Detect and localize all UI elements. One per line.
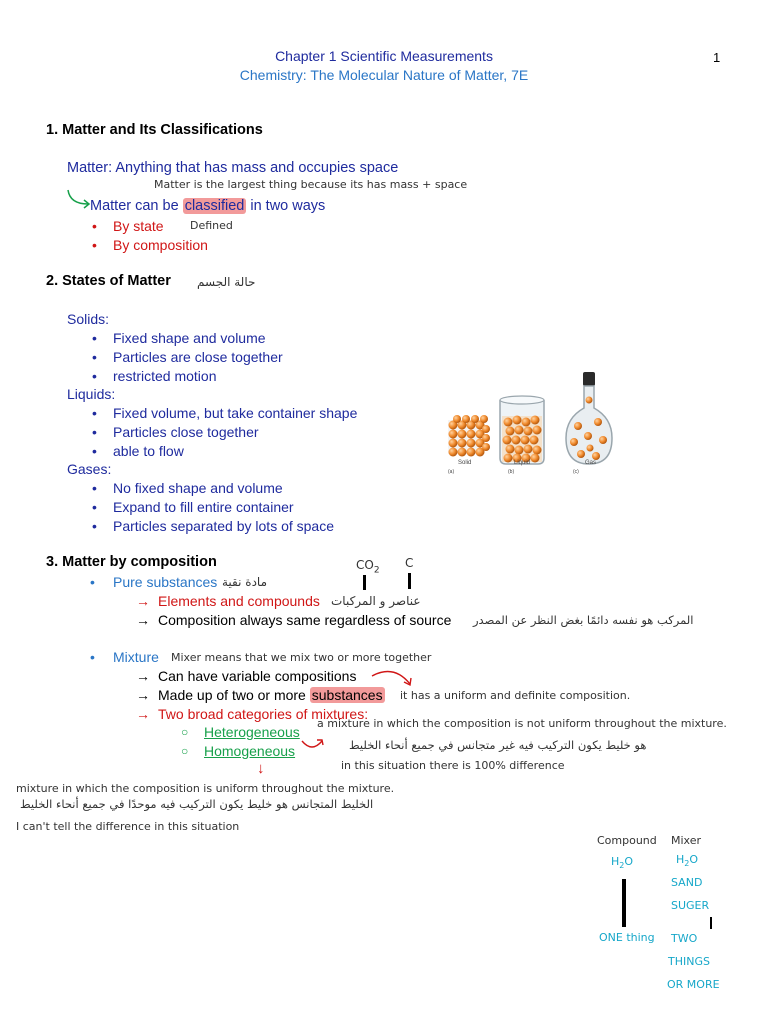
mixer-label: Mixer — [671, 834, 702, 847]
figure-label-solid: Solid — [458, 460, 472, 466]
mixture-note: Mixer means that we mix two or more together — [171, 651, 432, 664]
composition-same: Composition always same regardless of source — [158, 612, 452, 628]
circle-bullet: ○ — [181, 725, 189, 739]
figure-label-liquid: Liquid — [514, 460, 531, 466]
cant-tell-note: I can't tell the difference in this situation — [16, 820, 240, 833]
bullet: • — [92, 424, 97, 440]
gases-heading: Gases: — [67, 461, 112, 477]
compound-bar — [622, 879, 626, 927]
chapter-title: Chapter 1 Scientific Measurements — [275, 48, 493, 64]
bullet: • — [92, 499, 97, 515]
solid-item: Particles are close together — [113, 349, 283, 365]
liquid-item: able to flow — [113, 443, 184, 459]
elements-compounds: Elements and compounds — [158, 593, 320, 609]
marker-bar — [363, 575, 366, 590]
page-number: 1 — [713, 50, 721, 65]
made-up-line: Made up of two or more substances — [158, 687, 383, 703]
composition-arabic: المركب هو نفسه دائمًا بغض النظر عن المصدر — [473, 613, 694, 627]
homo-arabic: الخليط المتجانس هو خليط يكون التركيب فيه موحدًا في جميع أنحاء الخليط — [20, 797, 374, 811]
solid-item: Fixed shape and volume — [113, 330, 266, 346]
substances-highlight: substances — [311, 687, 383, 703]
classified-highlight: classified — [184, 198, 245, 214]
figure-label-gas: Gas — [585, 460, 597, 466]
one-thing-label: ONE thing — [599, 931, 655, 944]
down-arrow-icon: ↓ — [257, 760, 265, 777]
arrow: → — [136, 593, 150, 609]
bullet: • — [92, 237, 97, 253]
liquid-item: Fixed volume, but take container shape — [113, 405, 358, 421]
book-title: Chemistry: The Molecular Nature of Matter, 7E — [239, 67, 529, 83]
variable-compositions: Can have variable compositions — [158, 668, 357, 684]
arrow: → — [136, 687, 150, 703]
pure-substances: Pure substances — [113, 574, 218, 590]
liquid-item: Particles close together — [113, 424, 259, 440]
solids-heading: Solids: — [67, 311, 110, 327]
uniform-note: it has a uniform and definite composition. — [400, 689, 631, 702]
note-largest: Matter is the largest thing because its has mass + space — [154, 178, 468, 191]
liquid-beaker — [500, 396, 544, 464]
arrow: → — [136, 706, 150, 722]
bullet: • — [90, 649, 95, 665]
bullet: • — [90, 574, 95, 590]
by-state: By state — [113, 218, 164, 234]
figure-sub-b: (b) — [508, 469, 515, 475]
red-hook-arrow-icon — [298, 733, 328, 755]
homo-note: mixture in which the composition is uniform throughout the mixture. — [16, 782, 395, 795]
arabic-note-states: حالة الجسم — [197, 275, 256, 289]
mixer-h2o: $H_2O$ — [676, 853, 699, 869]
arrow: → — [136, 668, 150, 684]
compound-label: Compound — [597, 834, 657, 847]
mixer-bar — [710, 917, 712, 929]
matter-definition: Matter: Anything that has mass and occupies space — [67, 160, 399, 176]
section-3-title: 3. Matter by composition — [46, 554, 217, 570]
figure-sub-c: (c) — [573, 469, 579, 475]
or-more-label: OR MORE — [667, 978, 720, 991]
heterogeneous: Heterogeneous — [204, 724, 300, 740]
solid-cube — [448, 415, 490, 457]
co2-label: $CO_2$ — [356, 558, 380, 576]
bullet: • — [92, 405, 97, 421]
marker-bar — [408, 573, 411, 589]
hetero-note: a mixture in which the composition is not uniform throughout the mixture. — [317, 717, 727, 730]
bullet: • — [92, 368, 97, 384]
two-broad-categories: Two broad categories of mixtures: — [158, 706, 369, 722]
mixture: Mixture — [113, 649, 159, 665]
pure-arabic: مادة نقية — [222, 575, 267, 589]
gas-flask — [566, 372, 612, 464]
elements-arabic: عناصر و المركبات — [331, 594, 421, 608]
classified-line: Matter can be classified in two ways — [90, 198, 326, 214]
figure-sub-a: (a) — [448, 469, 455, 475]
bullet: • — [92, 480, 97, 496]
by-composition: By composition — [113, 237, 208, 253]
bullet: • — [92, 518, 97, 534]
gas-item: Particles separated by lots of space — [113, 518, 335, 534]
note-defined: Defined — [190, 219, 233, 232]
bullet: • — [92, 443, 97, 459]
arrow: → — [136, 612, 150, 628]
things-label: THINGS — [668, 955, 710, 968]
hetero-arabic: هو خليط يكون التركيب فيه غير متجانس في جميع أنحاء الخليط — [349, 738, 647, 752]
gas-item: No fixed shape and volume — [113, 480, 283, 496]
difference-note: in this situation there is 100% difference — [341, 759, 565, 772]
circle-bullet: ○ — [181, 744, 189, 758]
c-label: C — [405, 556, 414, 570]
sand-label: SAND — [671, 876, 703, 889]
compound-h2o: $H_2O$ — [611, 855, 634, 871]
suger-label: SUGER — [671, 899, 710, 912]
two-label: TWO — [671, 932, 698, 945]
gas-item: Expand to fill entire container — [113, 499, 294, 515]
bullet: • — [92, 218, 97, 234]
bullet: • — [92, 330, 97, 346]
solid-item: restricted motion — [113, 368, 217, 384]
section-1-title: 1. Matter and Its Classifications — [46, 122, 263, 138]
bullet: • — [92, 349, 97, 365]
homogeneous: Homogeneous — [204, 743, 296, 759]
liquids-heading: Liquids: — [67, 386, 116, 402]
section-2-title: 2. States of Matter — [46, 273, 171, 289]
